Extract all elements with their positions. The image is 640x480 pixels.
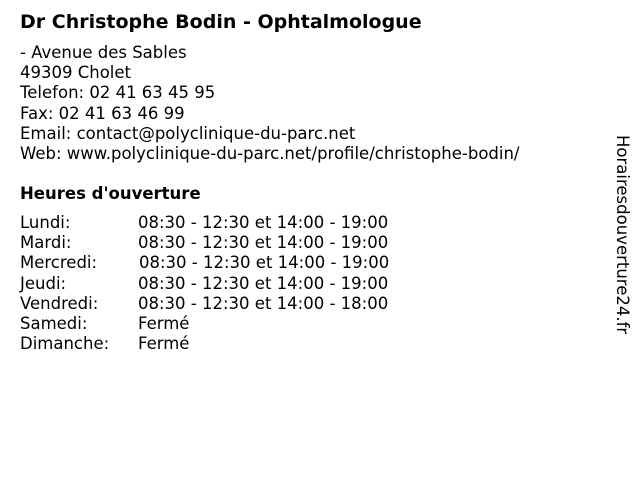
day-hours: 08:30 - 12:30 et 14:00 - 19:00 [139,253,390,273]
address-city: 49309 Cholet [20,63,132,83]
day-hours: Fermé [138,313,190,333]
day-hours: Fermé [138,334,190,354]
side-brand-text: Horairesdouverture24.fr [613,135,632,335]
email-address[interactable]: Email: contact@polyclinique-du-parc.net [20,123,356,143]
day-label: Samedi: [20,313,88,333]
day-hours: 08:30 - 12:30 et 14:00 - 19:00 [138,213,389,232]
page-title: Dr Christophe Bodin - Ophtalmologue [20,11,422,33]
day-hours: 08:30 - 12:30 et 14:00 - 19:00 [138,273,389,293]
day-label: Dimanche: [20,334,110,354]
day-hours: 08:30 - 12:30 et 14:00 - 18:00 [138,293,389,313]
side-brand-watermark [612,135,634,375]
day-label: Jeudi: [20,273,67,293]
fax-number: Fax: 02 41 63 46 99 [20,103,185,123]
address-street: - Avenue des Sables [20,43,187,62]
day-label: Mercredi: [20,253,98,273]
day-label: Mardi: [20,233,72,253]
contact-block [20,43,520,164]
day-label: Vendredi: [20,293,99,313]
day-hours: 08:30 - 12:30 et 14:00 - 19:00 [138,233,389,253]
day-label: Lundi: [20,213,71,232]
website-url[interactable]: Web: www.polyclinique-du-parc.net/profile/christophe-bodin/ [20,143,520,163]
phone-number[interactable]: Telefon: 02 41 63 45 95 [20,83,216,103]
hours-heading: Heures d'ouverture [20,184,201,203]
